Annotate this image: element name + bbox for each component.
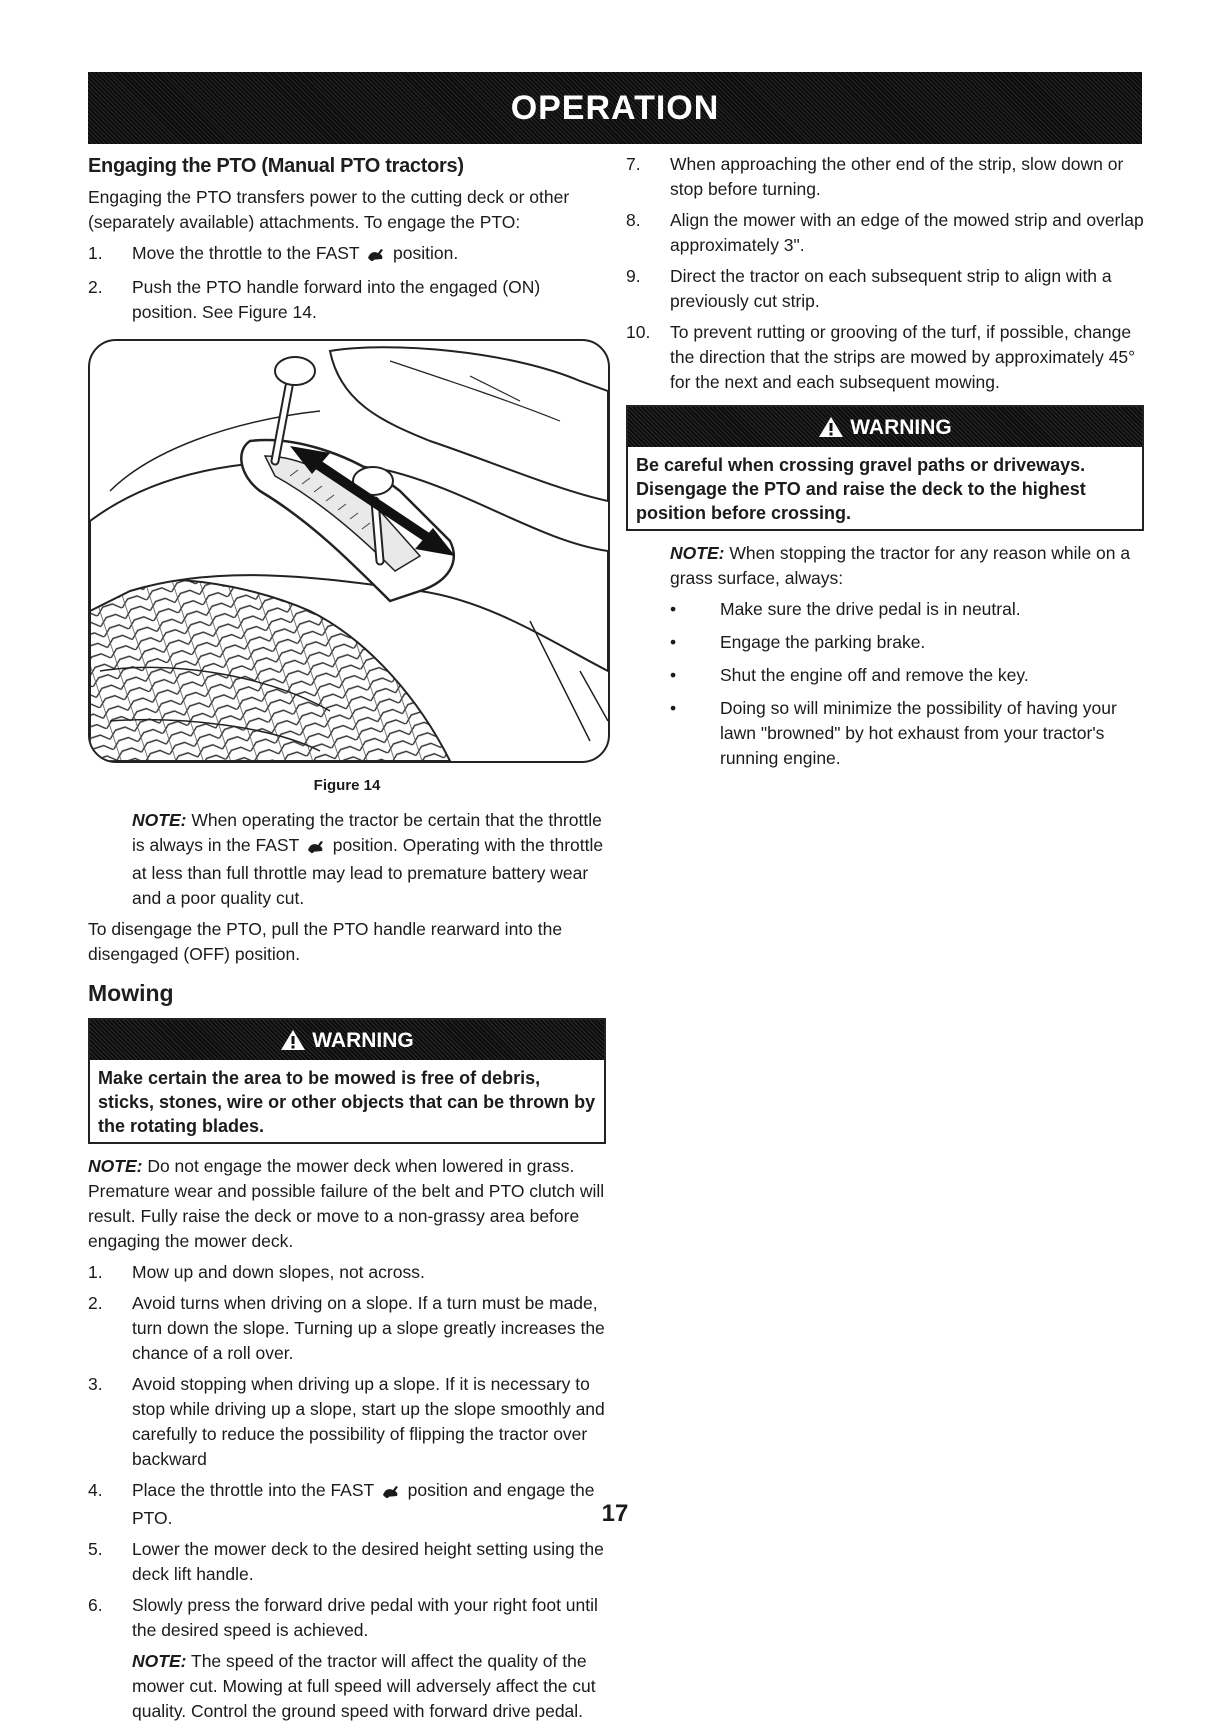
list-item: 9. Direct the tractor on each subsequent strip to align with a previously cut strip. bbox=[626, 266, 1112, 311]
disengage-paragraph: To disengage the PTO, pull the PTO handle rearward into the disengaged (OFF) position. bbox=[88, 919, 563, 964]
list-item: 6. Slowly press the forward drive pedal with your right foot until the desired speed is achieved. bbox=[88, 1595, 598, 1640]
list-item: 10. To prevent rutting or grooving of the turf, if possible, change the direction that the strips are mowed by approximately 45° for the next and each subsequent mowing. bbox=[626, 322, 1136, 392]
bullet-icon: • bbox=[670, 698, 677, 718]
list-item: 1. Mow up and down slopes, not across. bbox=[88, 1262, 425, 1282]
warning-box-debris bbox=[88, 1018, 606, 1144]
warning-text: Be careful when crossing gravel paths or driveways. Disengage the PTO and raise the deck to the highest position before crossing. bbox=[636, 455, 1086, 523]
page-title: OPERATION bbox=[510, 88, 720, 127]
list-item: 4. Place the throttle into the FAST position and engage the PTO. bbox=[88, 1480, 595, 1528]
note-stopping: NOTE: When stopping the tractor for any reason while on a grass surface, always: bbox=[670, 543, 1131, 588]
mowing-steps-continued bbox=[626, 152, 1144, 395]
list-item: 1. Move the throttle to the FAST position. bbox=[88, 241, 606, 269]
intro-paragraph: Engaging the PTO transfers power to the cutting deck or other (separately available) attachments. To engage the PTO: bbox=[88, 187, 570, 232]
rabbit-fast-icon bbox=[306, 836, 326, 861]
warning-text: Make certain the area to be mowed is free of debris, sticks, stones, wire or other objects that can be thrown by the rotating blades. bbox=[98, 1068, 596, 1136]
warning-header: WARNING bbox=[628, 407, 1142, 447]
list-item: • Make sure the drive pedal is in neutral. bbox=[670, 597, 1144, 622]
heading-mowing: Mowing bbox=[88, 980, 174, 1006]
warning-triangle-icon bbox=[280, 1029, 306, 1051]
stopping-bullets bbox=[626, 597, 1144, 771]
bullet-icon: • bbox=[670, 665, 677, 685]
note-deck: NOTE: Do not engage the mower deck when lowered in grass. Premature wear and possible failure of the belt and PTO clutch will result. Fully raise the deck or move to a non-grassy area before engaging the mower deck. bbox=[88, 1156, 605, 1251]
figure-14-pto-handle-illustration bbox=[88, 339, 610, 763]
left-column bbox=[88, 152, 606, 1730]
note-speed: NOTE: The speed of the tractor will affect the quality of the mower cut. Mowing at full speed will adversely affect the cut quality. Control the ground speed with forward drive pedal. bbox=[132, 1651, 596, 1721]
heading-engaging-pto: Engaging the PTO (Manual PTO tractors) bbox=[88, 155, 464, 177]
figure-caption: Figure 14 bbox=[313, 777, 381, 794]
list-item: • Doing so will minimize the possibility of having your lawn "browned" by hot exhaust from your tractor's running engine. bbox=[670, 696, 1144, 771]
pto-handle-drawing bbox=[90, 341, 608, 761]
list-item: 7. When approaching the other end of the strip, slow down or stop before turning. bbox=[626, 154, 1124, 199]
list-item: 2. Avoid turns when driving on a slope. If a turn must be made, turn down the slope. Turning up a slope greatly increases the chance of a roll over. bbox=[88, 1293, 605, 1363]
bullet-icon: • bbox=[670, 632, 677, 652]
list-item: 2. Push the PTO handle forward into the engaged (ON) position. See Figure 14. bbox=[88, 277, 541, 322]
list-item: 3. Avoid stopping when driving up a slope. If it is necessary to stop while driving up a slope, start up the slope smoothly and carefully to reduce the possibility of flipping the tractor over backward bbox=[88, 1374, 605, 1469]
rabbit-fast-icon bbox=[366, 244, 386, 269]
rabbit-fast-icon bbox=[381, 1481, 401, 1506]
right-column bbox=[626, 152, 1144, 779]
warning-box-gravel bbox=[626, 405, 1144, 531]
list-item: • Engage the parking brake. bbox=[670, 630, 1144, 655]
mowing-steps bbox=[88, 1260, 606, 1643]
warning-triangle-icon bbox=[818, 416, 844, 438]
list-item: 5. Lower the mower deck to the desired height setting using the deck lift handle. bbox=[88, 1539, 604, 1584]
engage-steps bbox=[88, 241, 606, 325]
note-throttle: NOTE: When operating the tractor be certain that the throttle is always in the FAST position. Operating with the throttle at less than full throttle may lead to premature battery wear and a poor quality cut. bbox=[132, 810, 604, 908]
bullet-icon: • bbox=[670, 599, 677, 619]
warning-header: WARNING bbox=[90, 1020, 604, 1060]
operation-banner bbox=[88, 72, 1142, 144]
page-number: 17 bbox=[601, 1500, 629, 1527]
list-item: 8. Align the mower with an edge of the mowed strip and overlap approximately 3". bbox=[626, 210, 1144, 255]
list-item: • Shut the engine off and remove the key. bbox=[670, 663, 1144, 688]
